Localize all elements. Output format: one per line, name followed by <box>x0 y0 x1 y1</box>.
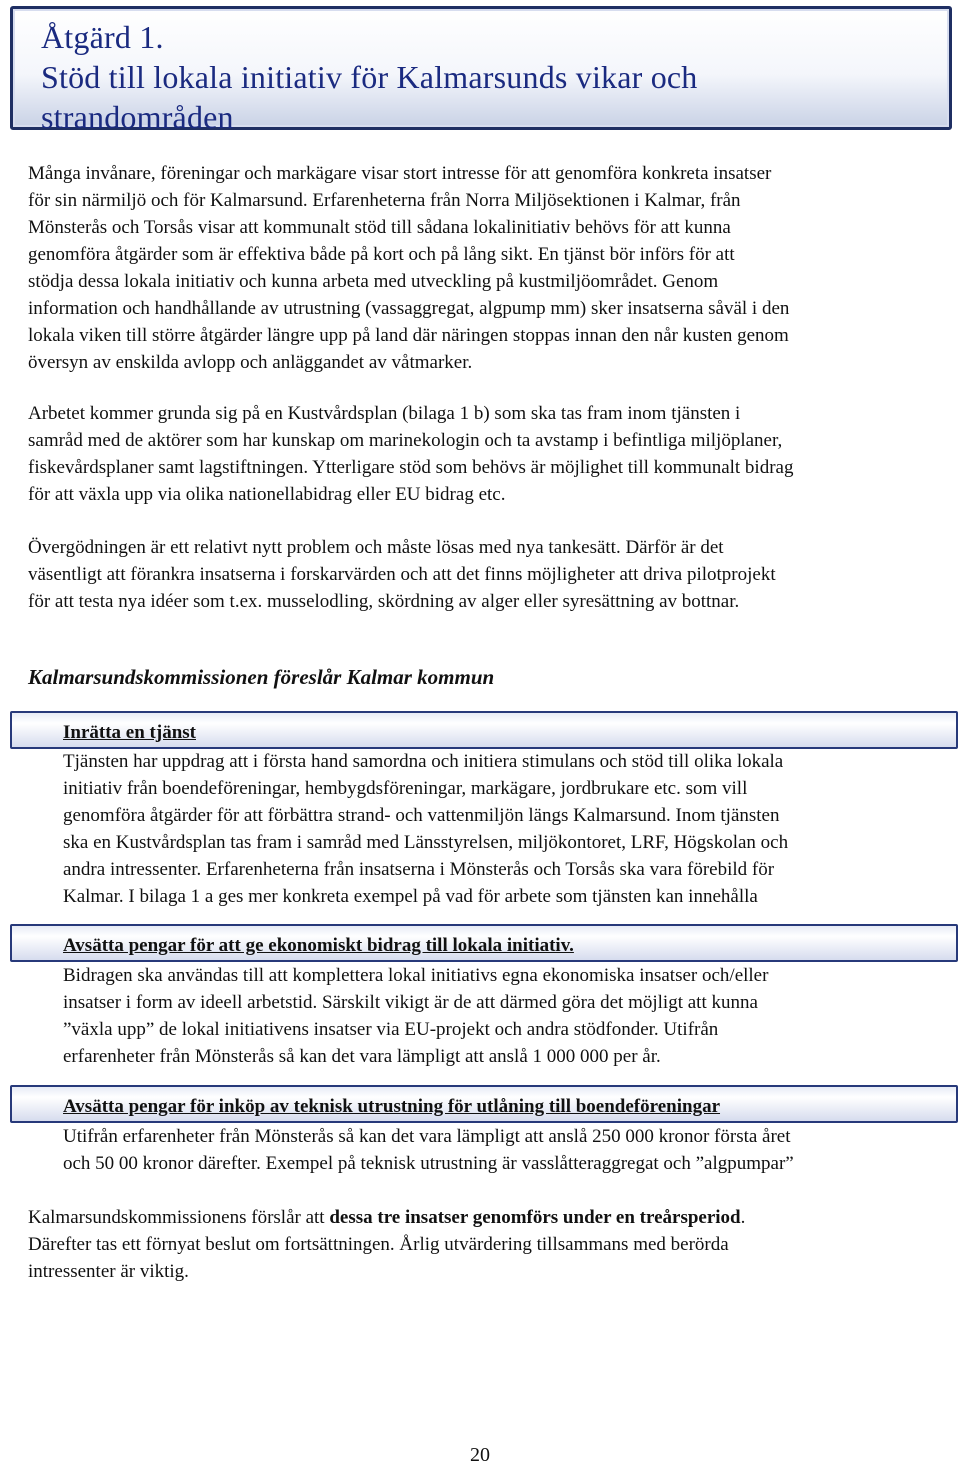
text-line: för att växla upp via olika nationellabidrag eller EU bidrag etc. <box>28 484 506 505</box>
text-line: intressenter är viktig. <box>28 1261 189 1282</box>
text-line: Många invånare, föreningar och markägare visar stort intresse för att genomföra konkreta insatser <box>28 163 772 184</box>
measure-title: Avsätta pengar för inköp av teknisk utrustning för utlåning till boendeföreningar <box>63 1096 721 1117</box>
text-line: för sin närmiljö och för Kalmarsund. Erfarenheterna från Norra Miljösektionen i Kalmar, från <box>28 190 741 211</box>
page-title: Åtgärd 1. <box>41 19 164 55</box>
closing-emphasis: dessa tre insatser genomförs under en treårsperiod <box>329 1207 741 1228</box>
text-line: initiativ från boendeföreningar, hembygdsföreningar, markägare, jordbrukare etc. som vill <box>63 778 748 799</box>
text-line: Mönsterås och Torsås visar att kommunalt stöd till sådana lokalinitiativ behövs för att kunna <box>28 217 731 238</box>
title-box <box>10 6 952 135</box>
text-line: Kalmar. I bilaga 1 a ges mer konkreta exempel på vad för arbete som tjänsten kan innehålla <box>63 886 758 907</box>
closing-paragraph <box>28 1204 958 1285</box>
text-line: andra intressenter. Erfarenheterna från insatserna i Mönsterås och Torsås ska vara förebild för <box>63 859 775 880</box>
measure-title: Inrätta en tjänst <box>63 722 196 743</box>
text-line: Bidragen ska användas till att komplettera lokal initiativs egna ekonomiska insatser och/eller <box>63 965 769 986</box>
text-line: Utifrån erfarenheter från Mönsterås så kan det vara lämpligt att anslå 250 000 kronor första året <box>63 1126 791 1147</box>
page-title-line-3: strandområden <box>41 99 234 135</box>
measure-description <box>63 748 958 910</box>
text-line: översyn av enskilda avlopp och anläggandet av våtmarker. <box>28 352 473 373</box>
intro-paragraph <box>28 160 958 376</box>
measure-title: Avsätta pengar för att ge ekonomiskt bidrag till lokala initiativ. <box>63 935 574 956</box>
measure-description <box>63 962 958 1070</box>
text-line: erfarenheter från Mönsterås så kan det vara lämpligt att anslå 1 000 000 per år. <box>63 1046 661 1067</box>
page-number: 20 <box>470 1444 490 1466</box>
text-line: och 50 00 kronor därefter. Exempel på teknisk utrustning är vasslåtteraggregat och ”algpumpar” <box>63 1153 794 1174</box>
proposal-heading: Kalmarsundskommissionen föreslår Kalmar kommun <box>28 665 495 689</box>
text-line <box>28 1204 958 1231</box>
text-line: stödja dessa lokala initiativ och kunna arbeta med utveckling på kustmiljöområdet. Genom <box>28 271 719 292</box>
paragraph-overgodning <box>28 534 958 615</box>
text-line: Övergödningen är ett relativt nytt problem och måste lösas med nya tankesätt. Därför är det <box>28 537 724 558</box>
text-line: Därefter tas ett förnyat beslut om fortsättningen. Årlig utvärdering tillsammans med berörda <box>28 1234 729 1255</box>
closing-text: Kalmarsundskommissionens förslår att <box>28 1207 330 1228</box>
text-line: Tjänsten har uppdrag att i första hand samordna och initiera stimulans och stöd till olika lokala <box>63 751 784 772</box>
text-line: information och handhållande av utrustning (vassaggregat, algpump mm) sker insatserna såväl i den <box>28 298 790 319</box>
text-line: Arbetet kommer grunda sig på en Kustvårdsplan (bilaga 1 b) som ska tas fram inom tjänsten i <box>28 403 741 424</box>
page-title-line-2: Stöd till lokala initiativ för Kalmarsunds vikar och <box>41 59 698 95</box>
text-line: lokala viken till större åtgärder längre upp på land där näringen stoppas innan den når kusten genom <box>28 325 789 346</box>
text-line: ”växla upp” de lokal initiativens insatser via EU-projekt och andra stödfonder. Utifrån <box>63 1019 719 1040</box>
text-line: väsentligt att förankra insatserna i forskarvärden och att det finns möjligheter att driva pilotprojekt <box>28 564 776 585</box>
text-line: insatser i form av ideell arbetstid. Särskilt vikigt är de att därmed göra det möjligt att kunna <box>63 992 758 1013</box>
text-line: ska en Kustvårdsplan tas fram i samråd med Länsstyrelsen, miljökontoret, LRF, Högskolan och <box>63 832 789 853</box>
measure-description <box>63 1123 958 1177</box>
text-line: för att testa nya idéer som t.ex. musselodling, skördning av alger eller syresättning av bottnar. <box>28 591 740 612</box>
text-line: samråd med de aktörer som har kunskap om marinekologin och ta avstamp i befintliga miljöplaner, <box>28 430 783 451</box>
text-line: fiskevårdsplaner samt lagstiftningen. Ytterligare stöd som behövs är möjlighet till kommunalt bidrag <box>28 457 794 478</box>
paragraph-kustvardsplan <box>28 400 958 508</box>
text-line: genomföra åtgärder som är effektiva både på kort och på lång sikt. En tjänst bör införs för att <box>28 244 735 265</box>
closing-period: . <box>740 1207 746 1228</box>
text-line: genomföra åtgärder för att förbättra strand- och vattenmiljön längs Kalmarsund. Inom tjänsten <box>63 805 780 826</box>
